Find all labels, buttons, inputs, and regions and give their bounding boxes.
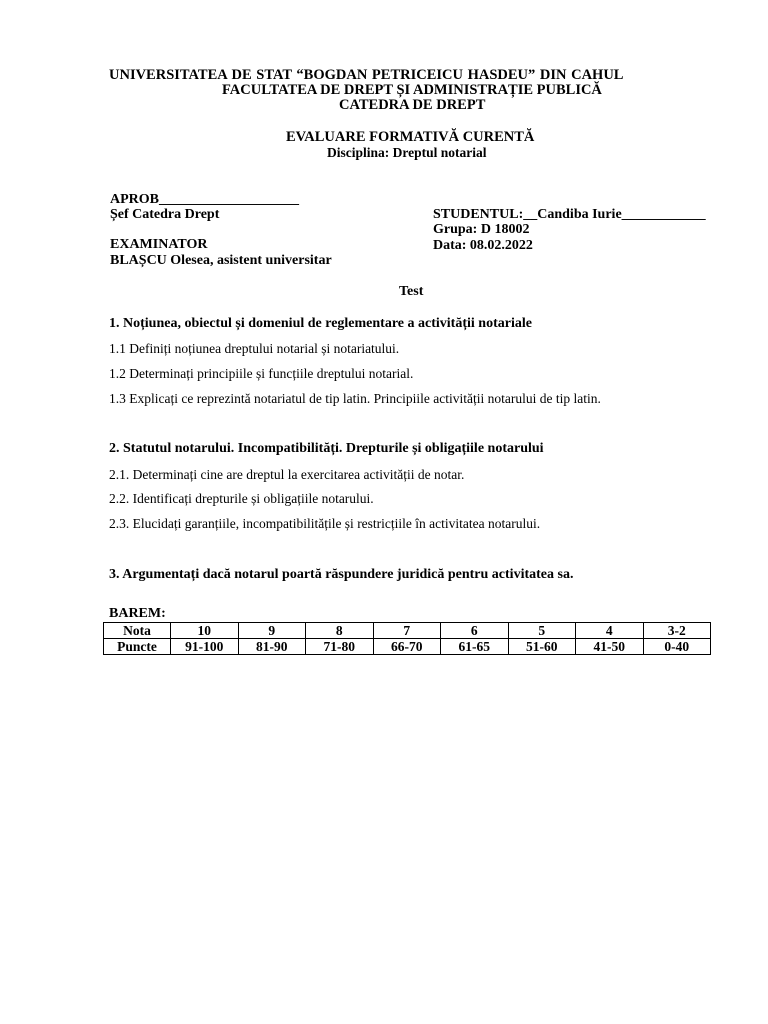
question-item: 1.1 Definiți noțiunea dreptului notarial și notariatului. bbox=[109, 341, 400, 356]
table-cell: 91-100 bbox=[171, 639, 239, 655]
table-cell: 4 bbox=[576, 623, 644, 639]
examiner-label: EXAMINATOR bbox=[110, 237, 208, 252]
table-cell: 3-2 bbox=[643, 623, 711, 639]
table-row bbox=[104, 639, 711, 655]
table-cell: 6 bbox=[441, 623, 509, 639]
table-cell: 5 bbox=[508, 623, 576, 639]
question-item: 2.1. Determinați cine are dreptul la exercitarea activității de notar. bbox=[109, 467, 465, 482]
table-cell: 7 bbox=[373, 623, 441, 639]
table-cell: 8 bbox=[306, 623, 374, 639]
question-item: 1.3 Explicați ce reprezintă notariatul de tip latin. Principiile activității notarului de tip latin. bbox=[109, 391, 601, 406]
question-item: 2.3. Elucidați garanțiile, incompatibilitățile și restricțiile în activitatea notarului. bbox=[109, 516, 541, 531]
table-cell: 51-60 bbox=[508, 639, 576, 655]
test-label: Test bbox=[399, 284, 424, 299]
barem-table bbox=[103, 622, 711, 655]
table-cell: 9 bbox=[238, 623, 306, 639]
head-of-department: Șef Catedra Drept bbox=[110, 207, 220, 222]
approve-line: APROB____________________ bbox=[110, 192, 299, 207]
barem-label: BAREM: bbox=[109, 606, 166, 621]
table-cell: Nota bbox=[104, 623, 171, 639]
document-title: EVALUARE FORMATIVĂ CURENTĂ bbox=[286, 129, 535, 145]
section-heading: 2. Statutul notarului. Incompatibilități. Drepturile și obligațiile notarului bbox=[109, 441, 544, 456]
university-name: UNIVERSITATEA DE STAT “BOGDAN PETRICEICU HASDEU” DIN CAHUL bbox=[109, 67, 624, 83]
date-line: Data: 08.02.2022 bbox=[433, 238, 533, 253]
student-line: STUDENTUL:__Candiba Iurie____________ bbox=[433, 207, 706, 222]
table-cell: 10 bbox=[171, 623, 239, 639]
table-cell: 71-80 bbox=[306, 639, 374, 655]
table-cell: 81-90 bbox=[238, 639, 306, 655]
section-heading: 1. Noțiunea, obiectul și domeniul de reglementare a activității notariale bbox=[109, 316, 532, 331]
section-heading: 3. Argumentați dacă notarul poartă răspundere juridică pentru activitatea sa. bbox=[109, 567, 574, 582]
table-cell: 0-40 bbox=[643, 639, 711, 655]
question-item: 2.2. Identificați drepturile și obligațiile notarului. bbox=[109, 491, 374, 506]
table-cell: Puncte bbox=[104, 639, 171, 655]
table-cell: 61-65 bbox=[441, 639, 509, 655]
examiner-name: BLAȘCU Olesea, asistent universitar bbox=[110, 253, 332, 268]
faculty-name: FACULTATEA DE DREPT ȘI ADMINISTRAȚIE PUBLICĂ bbox=[222, 82, 602, 98]
group-line: Grupa: D 18002 bbox=[433, 222, 530, 237]
table-cell: 66-70 bbox=[373, 639, 441, 655]
table-row bbox=[104, 623, 711, 639]
department-name: CATEDRA DE DREPT bbox=[339, 97, 486, 113]
question-item: 1.2 Determinați principiile și funcțiile dreptului notarial. bbox=[109, 366, 414, 381]
discipline-line: Disciplina: Dreptul notarial bbox=[327, 145, 487, 160]
table-cell: 41-50 bbox=[576, 639, 644, 655]
